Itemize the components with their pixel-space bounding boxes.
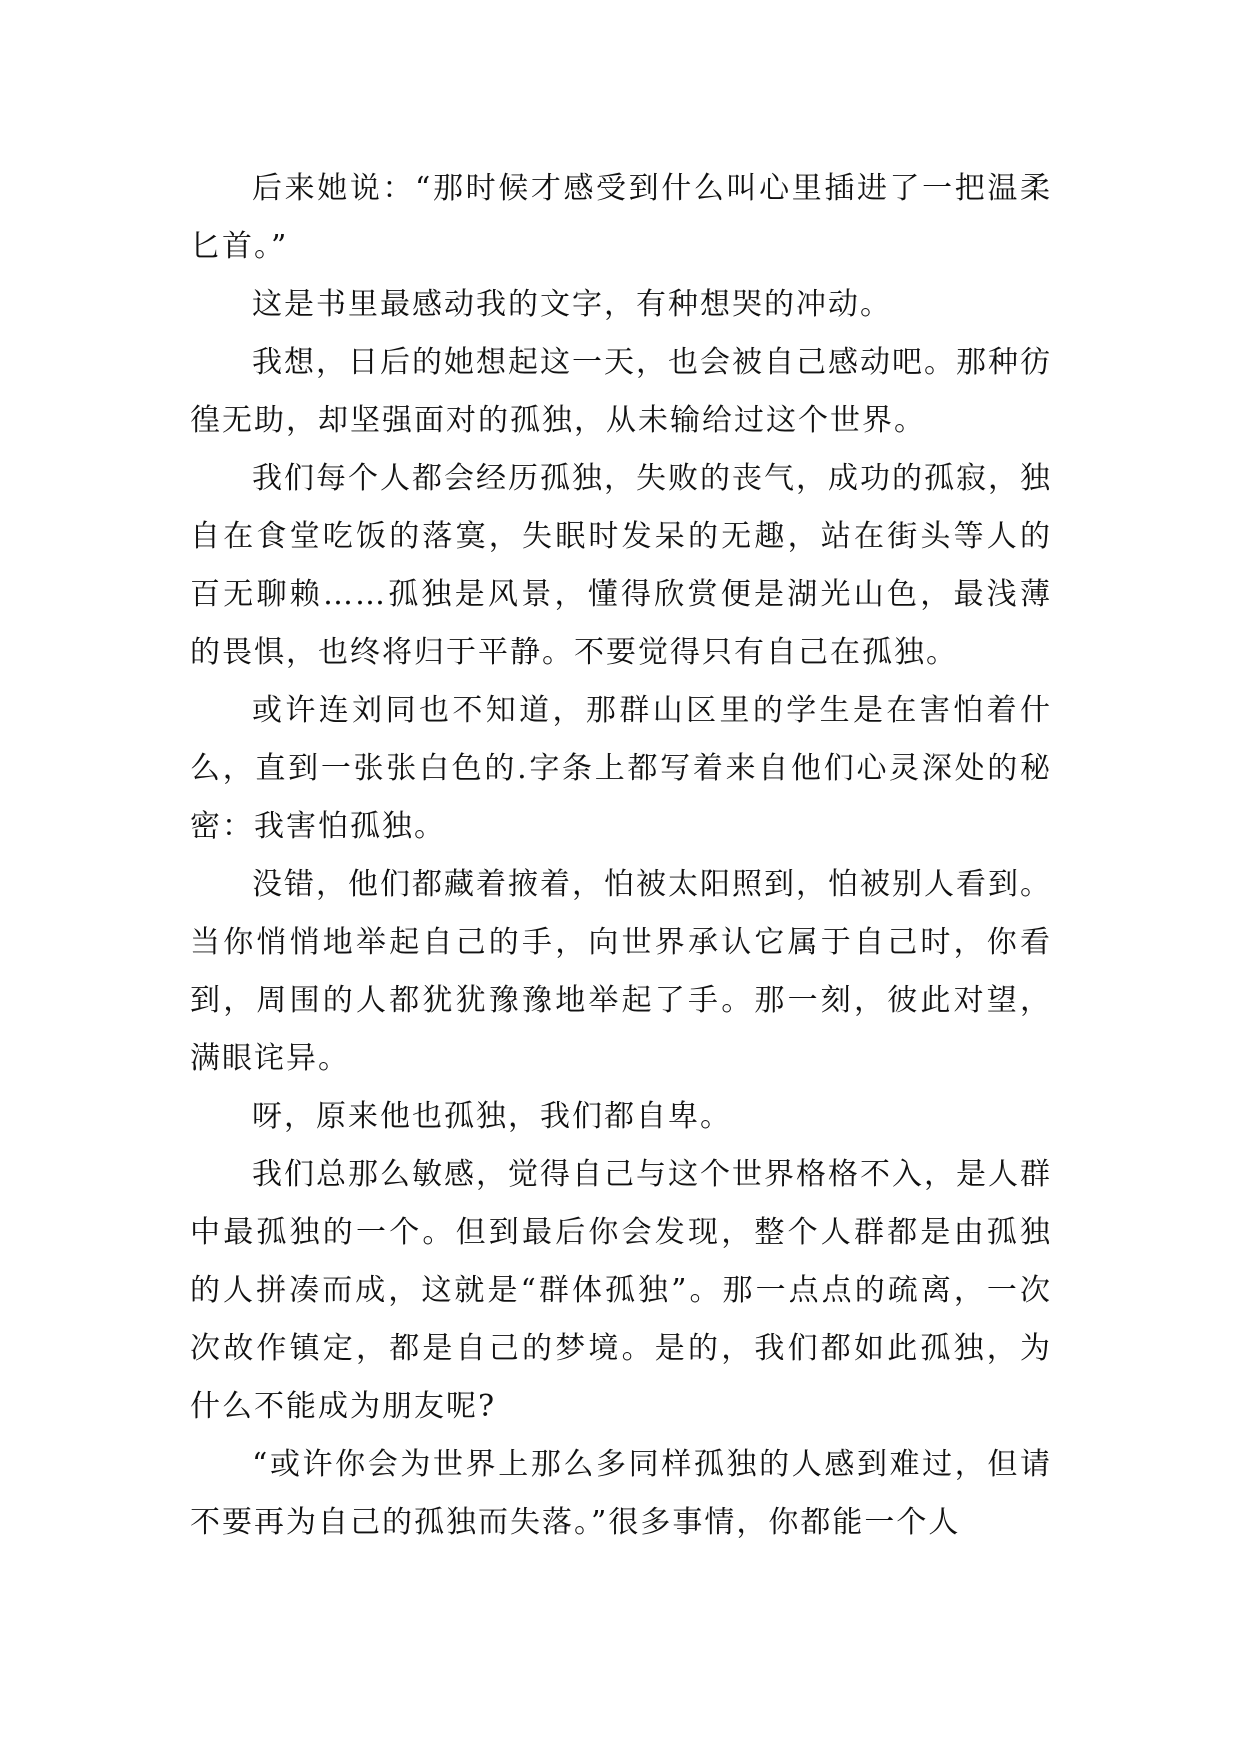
paragraph-1: 后来她说：“那时候才感受到什么叫心里插进了一把温柔匕首。” [190,171,1052,264]
paragraph-4: 我们每个人都会经历孤独，失败的丧气，成功的孤寂，独自在食堂吃饭的落寞，失眠时发呆的无趣，站在街头等人的百无聊赖……孤独是风景，懂得欣赏便是湖光山色，最浅薄的畏惧，也终将归于平静。不要觉得只有自己在孤独。 [190,461,1052,670]
paragraph-5: 或许连刘同也不知道，那群山区里的学生是在害怕着什么，直到一张张白色的.字条上都写着来自他们心灵深处的秘密：我害怕孤独。 [190,693,1052,844]
paragraph-9: “或许你会为世界上那么多同样孤独的人感到难过，但请不要再为自己的孤独而失落。”很多事情，你都能一个人 [190,1447,1052,1540]
paragraph-8: 我们总那么敏感，觉得自己与这个世界格格不入，是人群中最孤独的一个。但到最后你会发现，整个人群都是由孤独的人拼凑而成，这就是“群体孤独”。那一点点的疏离，一次次故作镇定，都是自己的梦境。是的，我们都如此孤独，为什么不能成为朋友呢? [190,1157,1052,1424]
paragraph-6: 没错，他们都藏着掖着，怕被太阳照到，怕被别人看到。当你悄悄地举起自己的手，向世界承认它属于自己时，你看到，周围的人都犹犹豫豫地举起了手。那一刻，彼此对望，满眼诧异。 [190,867,1052,1076]
document-body [190,160,1052,1552]
paragraph-3: 我想，日后的她想起这一天，也会被自己感动吧。那种彷徨无助，却坚强面对的孤独，从未输给过这个世界。 [190,345,1052,438]
paragraph-7: 呀，原来他也孤独，我们都自卑。 [252,1099,732,1134]
paragraph-2: 这是书里最感动我的文字，有种想哭的冲动。 [252,287,892,322]
